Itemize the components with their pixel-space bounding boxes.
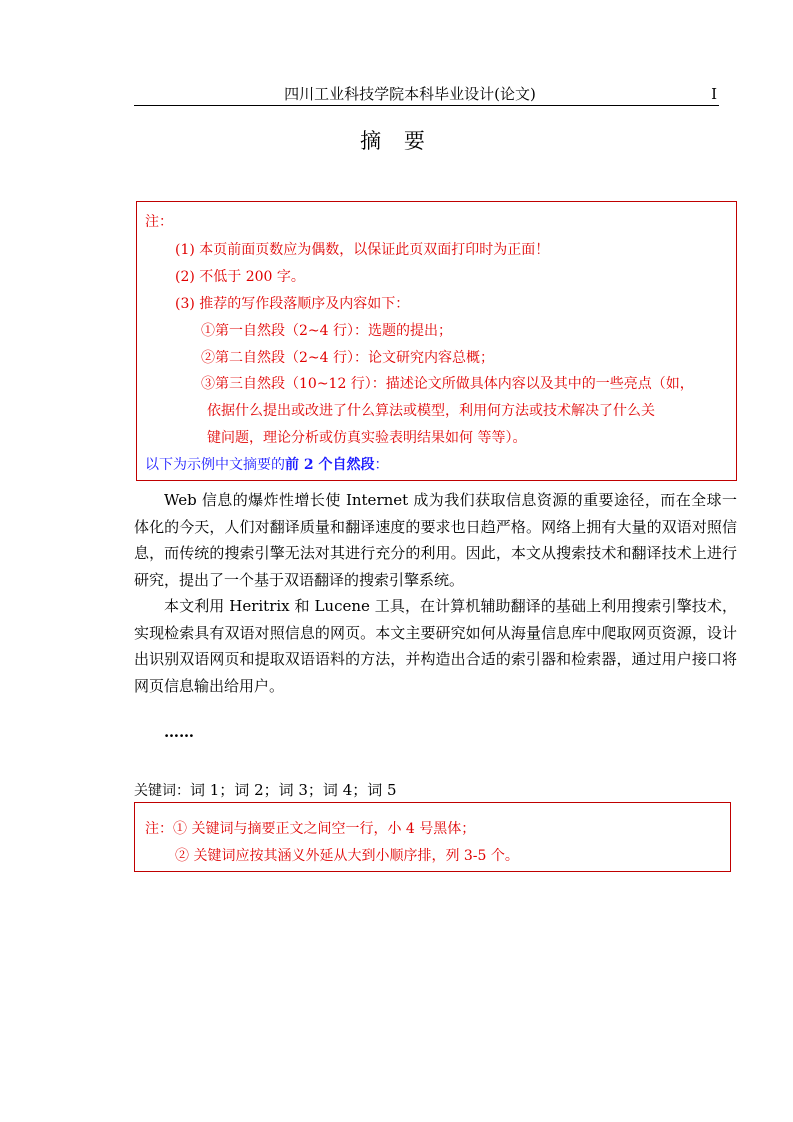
note-item: (3) 推荐的写作段落顺序及内容如下： (175, 296, 410, 312)
note-label: 注： (145, 214, 173, 230)
note-bottom-line-2: ② 关键词应按其涵义外延从大到小顺序排，列 3-5 个。 (175, 848, 519, 864)
note-item: (2) 不低于 200 字。 (175, 269, 305, 285)
note-sub-item: ②第二自然段（2~4 行）：论文研究内容总概； (201, 350, 494, 366)
header-page-number: I (711, 85, 717, 103)
keywords-values: 词 1；词 2；词 3；词 4；词 5 (190, 781, 397, 799)
note-sub-item: ①第一自然段（2~4 行）：选题的提出； (201, 323, 452, 339)
abstract-paragraph-1: Web 信息的爆炸性增长使 Internet 成为我们获取信息资源的重要途径，而在全球一体化的今天，人们对翻译质量和翻译速度的要求也日趋严格。网络上拥有大量的双语对照信息，而传统的搜索引擎无法对其进行充分的利用。因此，本文从搜索技术和翻译技术上进行研究，提出了一个基于双语翻译的搜索引擎系统。 (134, 491, 737, 589)
note-item: (1) 本页前面页数应为偶数，以保证此页双面打印时为正面！ (175, 242, 550, 258)
header-rule (134, 105, 686, 106)
note-sub-item: 依据什么提出或改进了什么算法或模型，利用何方法或技术解决了什么关 (207, 403, 655, 419)
keywords-label: 关键词： (134, 783, 190, 799)
header-rule-right (686, 105, 719, 106)
abstract-ellipsis: …… (164, 723, 194, 741)
page-header (134, 84, 719, 106)
abstract-heading: 摘 要 (360, 129, 433, 153)
header-title: 四川工业科技学院本科毕业设计(论文) (284, 85, 536, 103)
example-note (145, 455, 389, 475)
note-box-bottom (134, 802, 731, 872)
note-sub-item: ③第三自然段（10~12 行）：描述论文所做具体内容以及其中的一些亮点（如， (201, 376, 694, 392)
example-note-suffix: ： (374, 457, 389, 473)
note-bottom-line-1: 注：① 关键词与摘要正文之间空一行，小 4 号黑体； (145, 821, 476, 837)
abstract-paragraph-2: 本文利用 Heritrix 和 Lucene 工具，在计算机辅助翻译的基础上利用搜索引擎技术，实现检索具有双语对照信息的网页。本文主要研究如何从海量信息库中爬取网页资源，设计出识别双语网页和提取双语语料的方法，并构造出合适的索引器和检索器，通过用户接口将网页信息输出给用户。 (134, 597, 737, 695)
note-box-top (136, 201, 737, 481)
note-sub-item: 键问题，理论分析或仿真实验表明结果如何 等等）。 (207, 430, 527, 446)
keywords-line (134, 780, 397, 801)
example-note-prefix: 以下为示例中文摘要的 (145, 457, 285, 473)
example-note-bold: 前 2 个自然段 (285, 457, 375, 473)
